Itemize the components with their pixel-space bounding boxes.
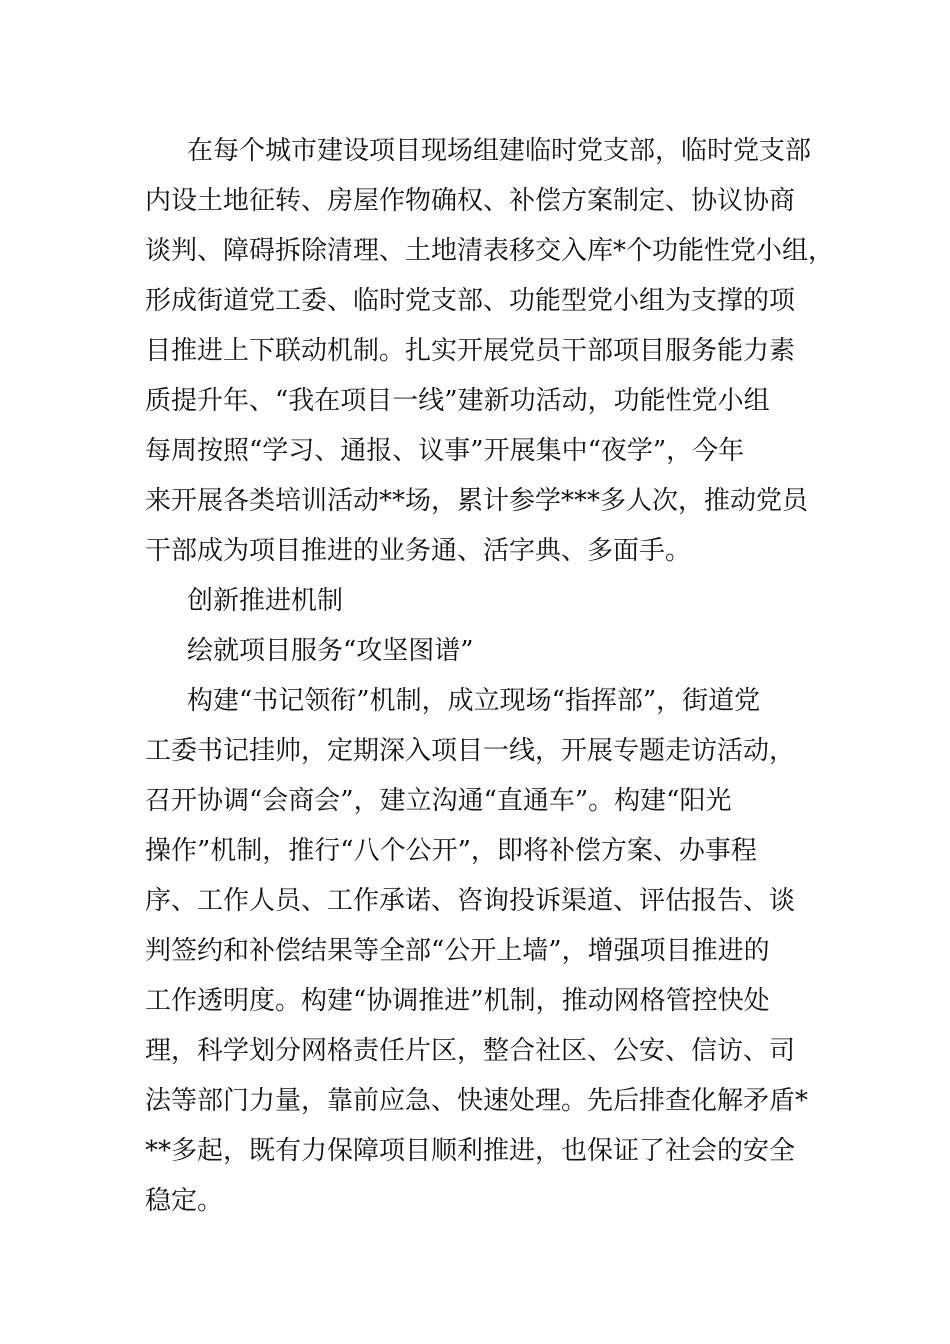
- text-line: 判签约和补偿结果等全部“公开上墙”，增强项目推进的: [145, 936, 770, 966]
- text-line: 理，科学划分网格责任片区，整合社区、公安、信访、司: [145, 1036, 796, 1066]
- text-line: 来开展各类培训活动**场，累计参学***多人次，推动党员: [145, 486, 809, 516]
- text-line: **多起，既有力保障项目顺利推进，也保证了社会的安全: [145, 1136, 796, 1166]
- text-line: 质提升年、“我在项目一线”建新功活动，功能性党小组: [145, 386, 770, 416]
- text-line: 目推进上下联动机制。扎实开展党员干部项目服务能力素: [145, 336, 796, 366]
- text-line: 谈判、障碍拆除清理、土地清表移交入库*个功能性党小组，: [145, 236, 835, 266]
- text-line: 干部成为项目推进的业务通、活字典、多面手。: [145, 536, 692, 566]
- text-line: 工委书记挂帅，定期深入项目一线，开展专题走访活动，: [145, 736, 796, 766]
- text-line: 序、工作人员、工作承诺、咨询投诉渠道、评估报告、谈: [145, 886, 796, 916]
- text-line: 操作”机制，推行“八个公开”，即将补偿方案、办事程: [145, 836, 757, 866]
- document-body: [145, 126, 835, 1226]
- section-heading: 创新推进机制: [187, 586, 344, 616]
- text-line: 工作透明度。构建“协调推进”机制，推动网格管控快处: [145, 986, 770, 1016]
- text-line: 稳定。: [145, 1186, 224, 1216]
- paragraph-1: [145, 126, 835, 576]
- text-line: 每周按照“学习、通报、议事”开展集中“夜学”，今年: [145, 436, 745, 466]
- text-line: 构建“书记领衔”机制，成立现场“指挥部”，街道党: [187, 686, 761, 716]
- text-line: 内设土地征转、房屋作物确权、补偿方案制定、协议协商: [145, 186, 796, 216]
- paragraph-2: [145, 676, 825, 1226]
- text-line: 形成街道党工委、临时党支部、功能型党小组为支撑的项: [145, 286, 796, 316]
- text-line: 在每个城市建设项目现场组建临时党支部，临时党支部: [187, 136, 812, 166]
- section-subheading: 绘就项目服务“攻坚图谱”: [187, 636, 474, 666]
- text-line: 法等部门力量，靠前应急、快速处理。先后排查化解矛盾*: [145, 1086, 809, 1116]
- text-line: 召开协调“会商会”，建立沟通“直通车”。构建“阳光: [145, 786, 732, 816]
